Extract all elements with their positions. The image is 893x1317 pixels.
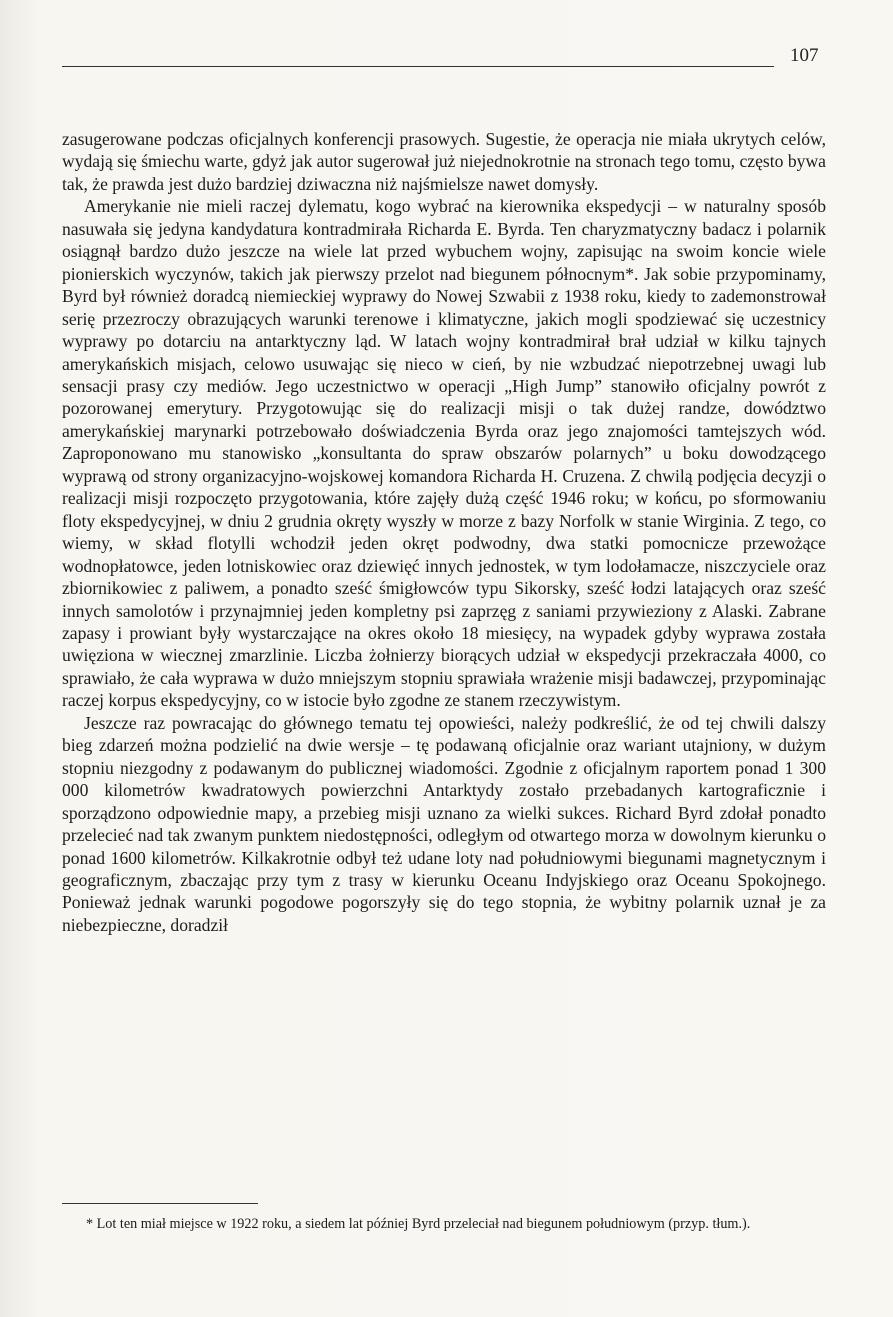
- page-number: 107: [790, 45, 819, 66]
- header-rule: [62, 66, 774, 67]
- footnote-text: * Lot ten miał miejsce w 1922 roku, a siedem lat później Byrd przeleciał nad biegunem południowym (przyp. tłum.).: [86, 1216, 751, 1232]
- footnote-rule: [62, 1203, 258, 1204]
- footnote: [62, 1214, 826, 1235]
- body-text: [62, 128, 826, 936]
- paragraph-official-version: Jeszcze raz powracając do głównego tematu tej opowieści, należy podkreślić, że od tej chwili dalszy bieg zdarzeń można podzielić na dwie wersje – tę podawaną oficjalnie oraz wariant utajniony, w dużym stopniu niezgodny z podawanym do publicznej wiadomości. Zgodnie z oficjalnym raportem ponad 1 300 000 kilometrów kwadratowych powierzchni Antarktydy zostało przebadanych kartograficznie i sporządzono odpowiednie mapy, a przebieg misji uznano za wielki sukces. Richard Byrd zdołał ponadto przelecieć nad tak zwanym punktem niedostępności, odległym od otwartego morza w dowolnym kierunku o ponad 1600 kilometrów. Kilkakrotnie odbył też udane loty nad południowymi biegunami magnetycznym i geograficznym, zbaczając przy tym z trasy w kierunku Oceanu Indyjskiego oraz Oceanu Spokojnego. Ponieważ jednak warunki pogodowe pogorszyły się do tego stopnia, że wybitny polarnik uznał je za niebezpieczne, doradził: [62, 712, 826, 935]
- paragraph-continuation: zasugerowane podczas oficjalnych konferencji prasowych. Sugestie, że operacja nie miała ukrytych celów, wydają się śmiechu warte, gdyż jak autor sugerował już niejednokrotnie na stronach tego tomu, często bywa tak, że prawda jest dużo bardziej dziwaczna niż najśmielsze nawet domysły.: [62, 129, 826, 194]
- paragraph-byrd: Amerykanie nie mieli raczej dylematu, kogo wybrać na kierownika ekspedycji – w naturalny sposób nasuwała się jedyna kandydatura kontradmirała Richarda E. Byrda. Ten charyzmatyczny badacz i polarnik osiągnął bardzo dużo jeszcze na wiele lat przed wybuchem wojny, zapisując na swoim koncie wiele pionierskich wyczynów, takich jak pierwszy przelot nad biegunem północnym*. Jak sobie przypominamy, Byrd był również doradcą niemieckiej wyprawy do Nowej Szwabii z 1938 roku, kiedy to zademonstrował serię przezroczy obrazujących warunki terenowe i klimatyczne, jakich mogli spodziewać się uczestnicy wyprawy po dotarciu na antarktyczny ląd. W latach wojny kontradmirał brał udział w kilku tajnych amerykańskich misjach, celowo usuwając się nieco w cień, by nie wzbudzać niepotrzebnej uwagi lub sensacji prasy czy mediów. Jego uczestnictwo w operacji „High Jump” stanowiło oficjalny powrót z pozorowanej emerytury. Przygotowując się do realizacji misji o tak dużej randze, dowództwo amerykańskiej marynarki potrzebowało doświadczenia Byrda oraz jego znajomości tamtejszych wód. Zaproponowano mu stanowisko „konsultanta do spraw obszarów polarnych” u boku dowodzącego wyprawą od strony organizacyjno-wojskowej komandora Richarda H. Cruzena. Z chwilą podjęcia decyzji o realizacji misji rozpoczęto przygotowania, które zajęły dużą część 1946 roku; w końcu, po sformowaniu floty ekspedycyjnej, w dniu 2 grudnia okręty wyszły w morze z bazy Norfolk w stanie Wirginia. Z tego, co wiemy, w skład flotylli wchodził jeden okręt podwodny, dwa statki pomocnicze przewożące wodnopłatowce, jeden lotniskowiec oraz dziewięć innych jednostek, w tym lodołamacze, niszczyciele oraz zbiornikowiec z paliwem, a ponadto sześć śmigłowców typu Sikorsky, sześć łodzi latających oraz sześć innych samolotów i przynajmniej jeden kompletny psi zaprzęg z saniami przywieziony z Alaski. Zabrane zapasy i prowiant były wystarczające na okres około 18 miesięcy, na wypadek gdyby wyprawa została uwięziona w wiecznej zmarzlinie. Liczba żołnierzy biorących udział w ekspedycji przekraczała 4000, co sprawiało, że cała wyprawa w dużo mniejszym stopniu sprawiała wrażenie misji badawczej, przypominając raczej korpus ekspedycyjny, co w istocie było zgodne ze stanem rzeczywistym.: [62, 196, 826, 711]
